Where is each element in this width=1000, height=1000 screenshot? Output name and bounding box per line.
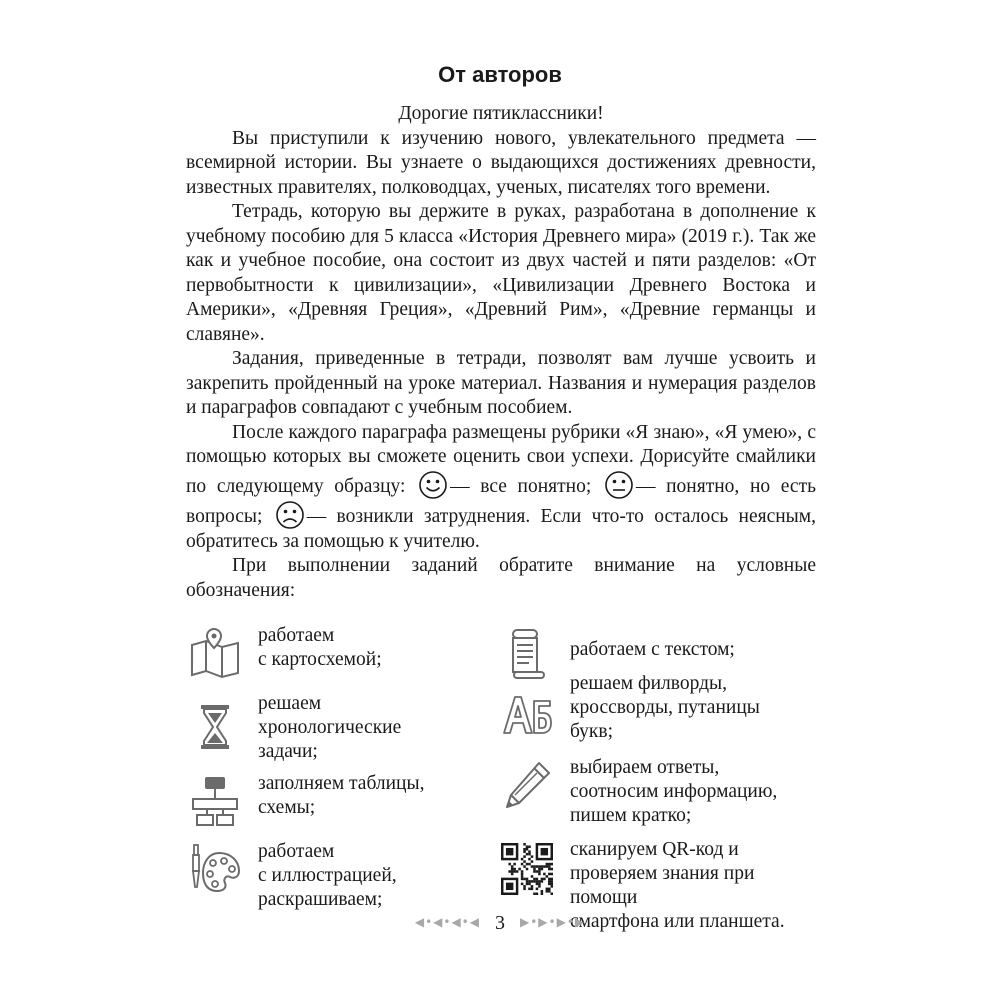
legend-text-schema: заполняем таблицы, схемы; [258, 773, 425, 818]
left-ornament-icon: ◀•◀•◀•◀ [414, 915, 480, 929]
legend [186, 0, 826, 1000]
page-footer [0, 912, 1000, 935]
legend-item-letters [498, 672, 760, 744]
legend-text-scroll: работаем с текстом; [570, 639, 735, 660]
letters-icon [498, 684, 556, 742]
palette-icon [186, 840, 244, 898]
legend-text-hourglass: решаем хронологические задачи; [258, 693, 402, 762]
hourglass-icon [186, 698, 244, 756]
page-number: 3 [495, 912, 505, 934]
legend-text-letters: решаем филворды, кроссворды, путаницы букв; [570, 673, 760, 742]
paragraph-3: Задания, приведенные в тетради, позволят вам лучше усвоить и закрепить пройденный на уроке материал. Названия и нумерация разделов и параграфов совпадают с учебным пособием. [186, 348, 816, 418]
smile-sad-text: — возникли затруднения. Если что-то осталось неясным, обратитесь за помощью к учителю. [186, 505, 816, 552]
paragraph-2: Тетрадь, которую вы держите в руках, разработана в дополнение к учебному пособию для 5 класса «История Древнего мира» (2019 г.). Так же как и учебное пособие, она состоит из двух частей и пяти разделов: «От первобытности к цивилизации», «Цивилизации Древнего Востока и Америки», «Древняя Греция», «Древний Рим», «Древние германцы и славяне». [186, 201, 816, 345]
right-ornament-icon: ▶•▶•▶•▶ [520, 915, 586, 929]
legend-text-palette: работаем с иллюстрацией, раскрашиваем; [258, 841, 397, 910]
smile-neutral-text: — понятно, но есть вопросы; [186, 475, 817, 527]
qr-code-icon [498, 840, 556, 898]
legend-item-map [186, 624, 382, 682]
legend-item-schema [186, 772, 424, 830]
legend-item-hourglass [186, 692, 401, 764]
paragraph-5: При выполнении заданий обратите внимание на условные обозначения: [186, 555, 816, 601]
page-title: От авторов [438, 62, 562, 87]
smile-happy-text: — все понятно; [450, 475, 592, 497]
legend-item-palette [186, 840, 397, 912]
paragraph-4-start: После каждого параграфа размещены рубрики «Я знаю», «Я умею», с помощью которых вы сможете оценить свои успехи. Дорисуйте смайлики по следующему образцу: [186, 421, 816, 497]
legend-text-qr: сканируем QR-код и проверяем знания при помощи смартфона или планшета. [570, 839, 785, 932]
map-icon [186, 624, 244, 682]
legend-text-map: работаем с картосхемой; [258, 625, 382, 670]
paragraph-1: Вы приступили к изучению нового, увлекательного предмета — всемирной истории. Вы узнаете о выдающихся достижениях древности, известных правителях, полководцах, ученых, писателях того времени. [186, 127, 816, 198]
pencil-icon [498, 756, 556, 814]
greeting: Дорогие пятиклассники! [398, 103, 604, 124]
schema-icon [186, 772, 244, 830]
legend-item-pencil [498, 756, 777, 828]
legend-text-pencil: выбираем ответы, соотносим информацию, пишем кратко; [570, 757, 778, 826]
